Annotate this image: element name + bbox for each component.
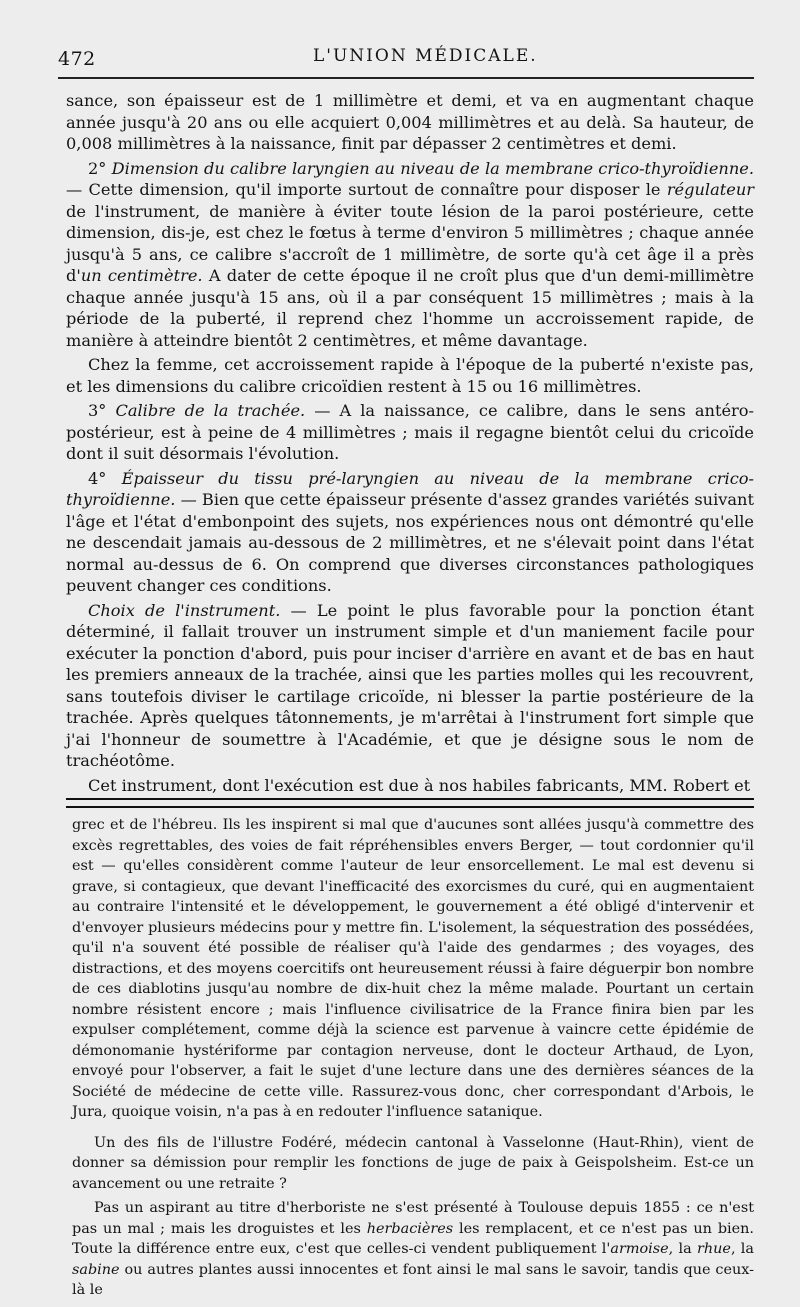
section-number: 4° xyxy=(88,468,122,488)
feuilleton-column xyxy=(72,815,754,1301)
paragraph-cet-instrument: Cet instrument, dont l'exécution est due à nos habiles fabricants, MM. Robert et xyxy=(88,775,751,795)
header-rule xyxy=(58,77,754,79)
paragraph-epaisseur: sance, son épaisseur est de 1 millimètre et demi, et va en augmentant chaque année jusqu'à 20 ans ou elle acquiert 0,004 millimètres et au delà. Sa hauteur, de 0,008 millimètres à la naissance, finit par dépasser 2 centimètres et demi. xyxy=(66,91,754,153)
feuilleton-paragraph-fodere: Un des fils de l'illustre Fodéré, médecin cantonal à Vasselonne (Haut-Rhin), vient de donner sa démission pour remplir les fonctions de juge de paix à Geispolsheim. Est-ce un avancement ou une retraite ? xyxy=(72,1134,754,1192)
paragraph-tissu-pre-laryngien: 4° Épaisseur du tissu pré-laryngien au niveau de la membrane crico-thyroïdienne. — Bien que cette épaisseur présente d'assez grandes variétés suivant l'âge et l'état d'embonpoint des sujets, nos expériences nous ont démontré qu'elle ne descendait jamais au-dessous de 2 millimètres, et ne s'élevait point dans l'état normal au-dessus de 6. On comprend que diverses circonstances pathologiques peuvent changer ces conditions. xyxy=(66,468,755,595)
feuilleton-paragraph-herboriste: Pas un aspirant au titre d'herboriste ne s'est présenté à Toulouse depuis 1855 : ce n'est pas un mal ; mais les droguistes et les herbacières les remplacent, et ce n'est pas un bien. Toute la différence entre eux, c'est que celles-ci vendent publiquement l'armoise, la rhue, la sabine ou autres plantes aussi innocentes et font ainsi le mal sans le savoir, tandis que ceux-là le xyxy=(72,1200,754,1298)
feuilleton-paragraph-possedees: grec et de l'hébreu. Ils les inspirent si mal que d'aucunes sont allées jusqu'à commettre des excès regrettables, des voies de fait répréhensibles envers Berger, — tout cordonnier qu'il est — qu'elles considèrent comme l'auteur de leur ensorcellement. Le mal est devenu si grave, si contagieux, que devant l'inefficacité des exorcismes du curé, qui en augmentaient au contraire l'intensité et le développement, le gouvernement a été obligé d'intervenir et d'envoyer plusieurs médecins pour y mettre fin. L'isolement, la séquestration des possédées, qu'il n'a souvent été possible de réaliser qu'à l'aide des gendarmes ; des voyages, des distractions, et des moyens coercitifs ont heureusement réussi à faire déguerpir bon nombre de ces diablotins jusqu'au nombre de dix-huit chez la même malade. Pourtant un certain nombre résistent encore ; mais l'influence civilisatrice de la France finira bien par les expulser complétement, comme déjà la science est parvenue à vaincre cette épidémie de démonomanie hystériforme par contagion nerveuse, dont le docteur Arthaud, de Lyon, envoyé pour l'observer, a fait le sujet d'une lecture dans une des dernières séances de la Société de médecine de cette ville. Rassurez-vous donc, cher correspondant d'Arbois, le Jura, quoique voisin, n'a pas à en redouter l'influence satanique. xyxy=(72,817,754,1120)
page-number: 472 xyxy=(58,48,96,70)
section-heading: Choix de l'instrument. xyxy=(88,600,281,620)
section-number: 2° xyxy=(88,158,112,178)
running-title: L'UNION MÉDICALE. xyxy=(313,46,538,66)
paragraph-calibre-laryngien: 2° Dimension du calibre laryngien au niveau de la membrane crico-thyroïdienne. — Cette dimension, qu'il importe surtout de connaître pour disposer le régulateur de l'instrument, de manière à éviter toute lésion de la paroi postérieure, cette dimension, dis-je, est chez le fœtus à terme d'environ 5 millimètres ; chaque année jusqu'à 5 ans, ce calibre s'accroît de 1 millimètre, de sorte qu'à cet âge il a près d'un centimètre. A dater de cette époque il ne croît plus que d'un demi-millimètre chaque année jusqu'à 15 ans, où il a par conséquent 15 millimètres ; mais à la période de la puberté, il reprend chez l'homme un accroissement rapide, de manière à atteindre bientôt 2 centimètres, et même davantage. xyxy=(66,158,754,350)
paragraph-choix-instrument: Choix de l'instrument. — Le point le plus favorable pour la ponction étant déterminé, il fallait trouver un instrument simple et d'un maniement facile pour exécuter la ponction d'abord, puis pour inciser d'arrière en avant et de bas en haut les premiers anneaux de la trachée, ainsi que les parties molles qui les recouvrent, sans toutefois diviser le cartilage cricoïde, ni blesser la partie postérieure de la trachée. Après quelques tâtonnements, je m'arrêtai à l'instrument fort simple que j'ai l'honneur de soumettre à l'Académie, et que je désigne sous le nom de trachéotôme. xyxy=(66,600,754,770)
section-heading: Dimension du calibre laryngien au niveau de la membrane crico-thyroïdienne. xyxy=(111,158,754,178)
feuilleton-separator xyxy=(66,798,754,808)
paragraph-femme: Chez la femme, cet accroissement rapide à l'époque de la puberté n'existe pas, et les dimensions du calibre cricoïdien restent à 15 ou 16 millimètres. xyxy=(66,355,754,396)
section-number: 3° xyxy=(88,401,116,420)
main-article xyxy=(66,90,754,799)
page-header xyxy=(58,46,754,74)
section-heading: Épaisseur du tissu pré-laryngien au niveau de la membrane crico-thyroïdienne. xyxy=(66,468,755,509)
section-heading: Calibre de la trachée. xyxy=(115,401,306,420)
paragraph-calibre-trachee: 3° Calibre de la trachée. — A la naissance, ce calibre, dans le sens antéro-postérieur, est à peine de 4 millimètres ; mais il regagne bientôt celui du cricoïde dont il suit désormais l'évolution. xyxy=(66,401,754,463)
